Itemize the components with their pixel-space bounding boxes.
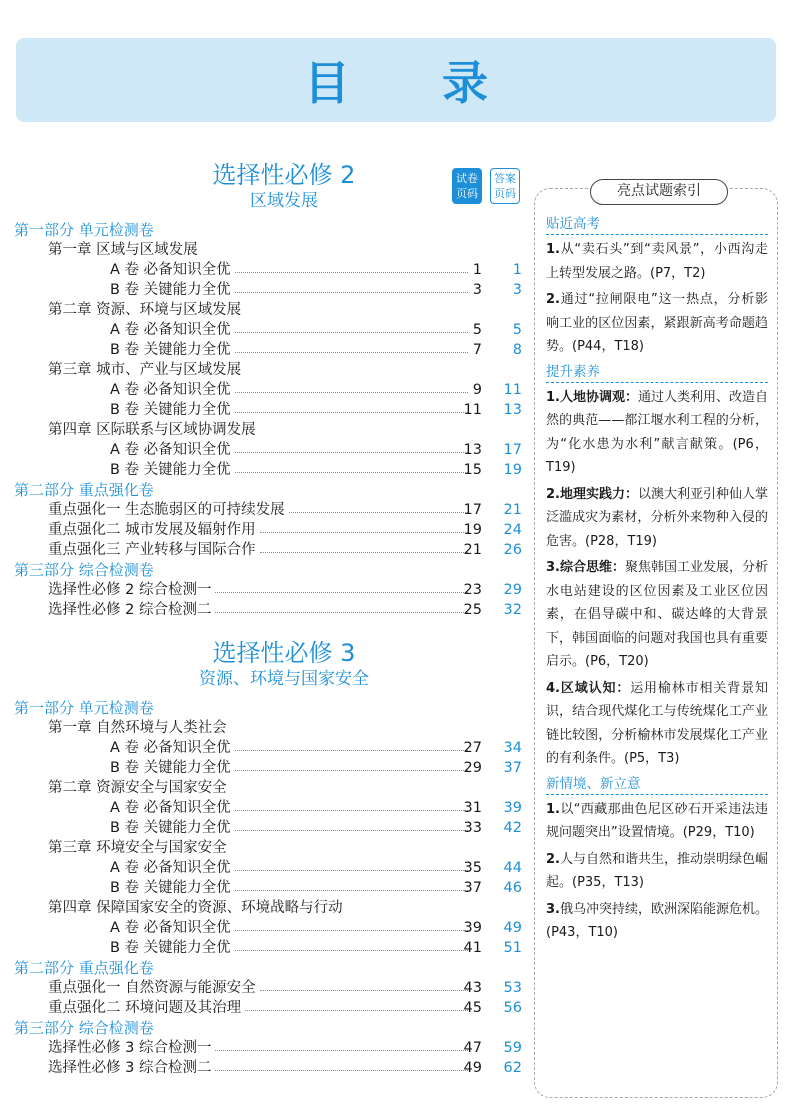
toc-label: B 卷 关键能力全优 xyxy=(110,880,231,896)
toc-label: A 卷 必备知识全优 xyxy=(110,382,231,398)
toc-part-heading xyxy=(14,1018,529,1038)
index-section-title: 贴近高考 xyxy=(546,214,768,235)
title-banner xyxy=(16,38,776,122)
toc-label: A 卷 必备知识全优 xyxy=(110,740,231,756)
toc-entry[interactable] xyxy=(14,540,529,560)
toc-entry[interactable] xyxy=(14,280,529,300)
test-page-number: 25 xyxy=(463,602,482,618)
toc-label: 选择性必修 3 综合检测二 xyxy=(48,1060,212,1076)
toc-entry[interactable] xyxy=(14,798,529,818)
answer-page-number: 8 xyxy=(512,342,522,358)
answer-page-number: 1 xyxy=(512,262,522,278)
toc-part-heading xyxy=(14,220,529,240)
entry-number: 2. xyxy=(546,486,560,502)
index-entry xyxy=(546,677,768,771)
test-page-number: 5 xyxy=(472,322,482,338)
test-page-number: 9 xyxy=(472,382,482,398)
toc-list xyxy=(14,220,529,620)
toc-entry[interactable] xyxy=(14,400,529,420)
toc-chapter xyxy=(14,898,529,918)
entry-heading: 区域认知： xyxy=(559,680,631,696)
book-subtitle: 区域发展 xyxy=(250,191,318,211)
entry-heading: 人地协调观： xyxy=(559,389,638,405)
toc-entry[interactable] xyxy=(14,460,529,480)
toc-label: 选择性必修 2 综合检测一 xyxy=(48,582,212,598)
answer-page-number: 37 xyxy=(503,760,522,776)
answer-page-number: 19 xyxy=(503,462,522,478)
index-entry xyxy=(546,556,768,674)
toc-label: B 卷 关键能力全优 xyxy=(110,342,231,358)
test-page-number: 15 xyxy=(463,462,482,478)
toc-label: 重点强化一 自然资源与能源安全 xyxy=(48,980,256,996)
entry-text: 俄乌冲突持续，欧洲深陷能源危机。(P43，T10) xyxy=(546,901,768,940)
dot-leader xyxy=(235,272,468,273)
entry-text: 聚焦韩国工业发展，分析水电站建设的区位因素及工业区位因素，在倡导碳中和、碳达峰的大背景下，韩国面临的问题对我国也具有重要启示。(P6，T20) xyxy=(546,560,769,669)
toc-entry[interactable] xyxy=(14,938,529,958)
toc-label: 第一章 自然环境与人类社会 xyxy=(48,720,227,736)
dot-leader xyxy=(235,770,468,771)
dot-leader xyxy=(260,532,468,533)
test-page-number: 49 xyxy=(463,1060,482,1076)
toc-label: B 卷 关键能力全优 xyxy=(110,462,231,478)
entry-text: 人与自然和谐共生，推动崇明绿色崛起。(P35，T13) xyxy=(546,851,768,890)
toc-entry[interactable] xyxy=(14,818,529,838)
dot-leader xyxy=(235,810,468,811)
dot-leader xyxy=(215,612,468,613)
toc-label: 选择性必修 3 综合检测一 xyxy=(48,1040,212,1056)
entry-text: 以澳大利亚引种仙人掌泛滥成灾为素材，分析外来物种入侵的危害。(P28，T19) xyxy=(546,486,769,549)
answer-page-number: 32 xyxy=(503,602,522,618)
dot-leader xyxy=(235,930,468,931)
answer-page-number: 26 xyxy=(503,542,522,558)
toc-entry[interactable] xyxy=(14,1058,529,1078)
entry-number: 1. xyxy=(546,242,560,257)
test-page-number: 39 xyxy=(463,920,482,936)
toc-entry[interactable] xyxy=(14,998,529,1018)
toc-part-heading xyxy=(14,480,529,500)
toc-label: 第一部分 单元检测卷 xyxy=(14,221,154,239)
toc-entry[interactable] xyxy=(14,380,529,400)
toc-entry[interactable] xyxy=(14,500,529,520)
toc-label: A 卷 必备知识全优 xyxy=(110,860,231,876)
answer-page-number: 44 xyxy=(503,860,522,876)
dot-leader xyxy=(235,950,468,951)
toc-chapter xyxy=(14,360,529,380)
dot-leader xyxy=(235,890,468,891)
entry-text: 通过人类利用、改造自然的典范——都江堰水利工程的分析，为“化水患为水利”献言献策。(P6，T19) xyxy=(546,389,769,475)
test-page-number: 29 xyxy=(463,760,482,776)
test-page-badge: 试卷页码 xyxy=(452,168,482,204)
answer-page-number: 17 xyxy=(503,442,522,458)
dot-leader xyxy=(215,1050,468,1051)
toc-entry[interactable] xyxy=(14,340,529,360)
test-page-number: 23 xyxy=(463,582,482,598)
entry-number: 3. xyxy=(546,901,560,917)
toc-label: B 卷 关键能力全优 xyxy=(110,820,231,836)
answer-page-number: 49 xyxy=(503,920,522,936)
book-heading xyxy=(14,638,514,690)
highlight-index-title: 亮点试题索引 xyxy=(590,179,728,205)
toc-label: B 卷 关键能力全优 xyxy=(110,760,231,776)
toc-entry[interactable] xyxy=(14,600,529,620)
toc-entry[interactable] xyxy=(14,738,529,758)
toc-entry[interactable] xyxy=(14,758,529,778)
toc-entry[interactable] xyxy=(14,260,529,280)
toc-list xyxy=(14,698,529,1078)
toc-label: 第二部分 重点强化卷 xyxy=(14,481,154,499)
toc-label: A 卷 必备知识全优 xyxy=(110,262,231,278)
answer-page-badge: 答案页码 xyxy=(490,168,520,204)
test-page-number: 1 xyxy=(472,262,482,278)
toc-label: A 卷 必备知识全优 xyxy=(110,442,231,458)
toc-label: 第二章 资源、环境与区域发展 xyxy=(48,302,242,318)
toc-entry[interactable] xyxy=(14,1038,529,1058)
index-entry xyxy=(546,483,768,554)
toc-chapter xyxy=(14,718,529,738)
toc-label: 第四章 区际联系与区域协调发展 xyxy=(48,422,256,438)
toc-label: 第三部分 综合检测卷 xyxy=(14,561,154,579)
toc-label: 第一章 区域与区域发展 xyxy=(48,242,198,258)
entry-text: 以“西藏那曲色尼区砂石开采违法违规问题突出”设置情境。(P29，T10) xyxy=(546,801,768,840)
entry-number: 1. xyxy=(546,801,560,817)
index-entry xyxy=(546,386,768,480)
answer-page-number: 42 xyxy=(503,820,522,836)
toc-label: 第一部分 单元检测卷 xyxy=(14,699,154,717)
index-entry xyxy=(546,238,768,285)
dot-leader xyxy=(235,412,468,413)
book-title: 选择性必修 2 xyxy=(212,161,356,189)
test-page-number: 45 xyxy=(463,1000,482,1016)
test-page-number: 11 xyxy=(463,402,482,418)
toc-label: A 卷 必备知识全优 xyxy=(110,920,231,936)
dot-leader xyxy=(215,592,468,593)
answer-page-number: 13 xyxy=(503,402,522,418)
dot-leader xyxy=(235,332,468,333)
toc-column xyxy=(14,160,529,1078)
dot-leader xyxy=(260,552,468,553)
toc-chapter xyxy=(14,838,529,858)
test-page-number: 31 xyxy=(463,800,482,816)
book-title: 选择性必修 3 xyxy=(212,639,356,667)
test-page-number: 3 xyxy=(472,282,482,298)
entry-number: 1. xyxy=(546,389,560,405)
index-entry xyxy=(546,288,768,359)
toc-part-heading xyxy=(14,560,529,580)
toc-label: 第二部分 重点强化卷 xyxy=(14,959,154,977)
toc-chapter xyxy=(14,420,529,440)
page-title: 目 录 xyxy=(303,56,526,110)
answer-page-number: 62 xyxy=(503,1060,522,1076)
toc-entry[interactable] xyxy=(14,918,529,938)
index-section-title: 提升素养 xyxy=(546,362,768,383)
toc-label: 第三部分 综合检测卷 xyxy=(14,1019,154,1037)
test-page-number: 19 xyxy=(463,522,482,538)
answer-page-number: 51 xyxy=(503,940,522,956)
test-page-number: 21 xyxy=(463,542,482,558)
dot-leader xyxy=(235,352,468,353)
test-page-number: 33 xyxy=(463,820,482,836)
toc-label: B 卷 关键能力全优 xyxy=(110,940,231,956)
toc-label: 第二章 资源安全与国家安全 xyxy=(48,780,227,796)
entry-text: 运用榆林市相关背景知识，结合现代煤化工与传统煤化工产业链比较图，分析榆林市发展煤化工产业的有利条件。(P5，T3) xyxy=(546,680,768,766)
dot-leader xyxy=(235,392,468,393)
toc-label: A 卷 必备知识全优 xyxy=(110,322,231,338)
toc-label: 重点强化三 产业转移与国际合作 xyxy=(48,542,256,558)
test-page-number: 27 xyxy=(463,740,482,756)
dot-leader xyxy=(215,1070,468,1071)
toc-entry[interactable] xyxy=(14,978,529,998)
toc-label: 第三章 环境安全与国家安全 xyxy=(48,840,227,856)
test-page-number: 17 xyxy=(463,502,482,518)
answer-page-number: 53 xyxy=(503,980,522,996)
dot-leader xyxy=(235,452,468,453)
toc-label: B 卷 关键能力全优 xyxy=(110,402,231,418)
answer-page-number: 11 xyxy=(503,382,522,398)
index-entry xyxy=(546,898,768,945)
toc-entry[interactable] xyxy=(14,858,529,878)
toc-chapter xyxy=(14,300,529,320)
book-subtitle: 资源、环境与国家安全 xyxy=(199,669,369,689)
toc-label: 重点强化一 生态脆弱区的可持续发展 xyxy=(48,502,285,518)
book-heading xyxy=(14,160,514,212)
entry-heading: 综合思维： xyxy=(559,560,625,575)
entry-heading: 地理实践力： xyxy=(559,486,638,502)
toc-label: 重点强化二 环境问题及其治理 xyxy=(48,1000,242,1016)
toc-entry[interactable] xyxy=(14,520,529,540)
dot-leader xyxy=(235,750,468,751)
dot-leader xyxy=(235,870,468,871)
toc-part-heading xyxy=(14,698,529,718)
dot-leader xyxy=(235,472,468,473)
test-page-number: 13 xyxy=(463,442,482,458)
answer-page-number: 3 xyxy=(512,282,522,298)
test-page-number: 7 xyxy=(472,342,482,358)
toc-entry[interactable] xyxy=(14,440,529,460)
dot-leader xyxy=(245,1010,468,1011)
index-entry xyxy=(546,798,768,845)
answer-page-number: 5 xyxy=(512,322,522,338)
page-badges xyxy=(452,168,520,204)
answer-page-number: 21 xyxy=(503,502,522,518)
entry-number: 3. xyxy=(546,560,560,575)
entry-text: 从“卖石头”到“卖风景”，小西沟走上转型发展之路。(P7，T2) xyxy=(546,242,768,281)
toc-label: 选择性必修 2 综合检测二 xyxy=(48,602,212,618)
index-section-title: 新情境、新立意 xyxy=(546,774,768,795)
index-entry xyxy=(546,848,768,895)
answer-page-number: 34 xyxy=(503,740,522,756)
answer-page-number: 59 xyxy=(503,1040,522,1056)
toc-chapter xyxy=(14,240,529,260)
toc-label: 第四章 保障国家安全的资源、环境战略与行动 xyxy=(48,900,343,916)
entry-text: 通过“拉闸限电”这一热点，分析影响工业的区位因素，紧跟新高考命题趋势。(P44，T18) xyxy=(546,292,768,354)
toc-label: B 卷 关键能力全优 xyxy=(110,282,231,298)
toc-label: A 卷 必备知识全优 xyxy=(110,800,231,816)
entry-number: 2. xyxy=(546,851,560,867)
entry-number: 4. xyxy=(546,680,560,696)
test-page-number: 37 xyxy=(463,880,482,896)
dot-leader xyxy=(289,512,468,513)
toc-label: 第三章 城市、产业与区域发展 xyxy=(48,362,242,378)
dot-leader xyxy=(260,990,468,991)
toc-chapter xyxy=(14,778,529,798)
dot-leader xyxy=(235,830,468,831)
test-page-number: 35 xyxy=(463,860,482,876)
toc-part-heading xyxy=(14,958,529,978)
answer-page-number: 56 xyxy=(503,1000,522,1016)
dot-leader xyxy=(235,292,468,293)
test-page-number: 47 xyxy=(463,1040,482,1056)
test-page-number: 43 xyxy=(463,980,482,996)
test-page-number: 41 xyxy=(463,940,482,956)
toc-entry[interactable] xyxy=(14,878,529,898)
toc-label: 重点强化二 城市发展及辐射作用 xyxy=(48,522,256,538)
answer-page-number: 24 xyxy=(503,522,522,538)
toc-entry[interactable] xyxy=(14,320,529,340)
toc-entry[interactable] xyxy=(14,580,529,600)
highlight-index-content xyxy=(546,214,768,948)
entry-number: 2. xyxy=(546,292,560,307)
answer-page-number: 29 xyxy=(503,582,522,598)
answer-page-number: 46 xyxy=(503,880,522,896)
answer-page-number: 39 xyxy=(503,800,522,816)
